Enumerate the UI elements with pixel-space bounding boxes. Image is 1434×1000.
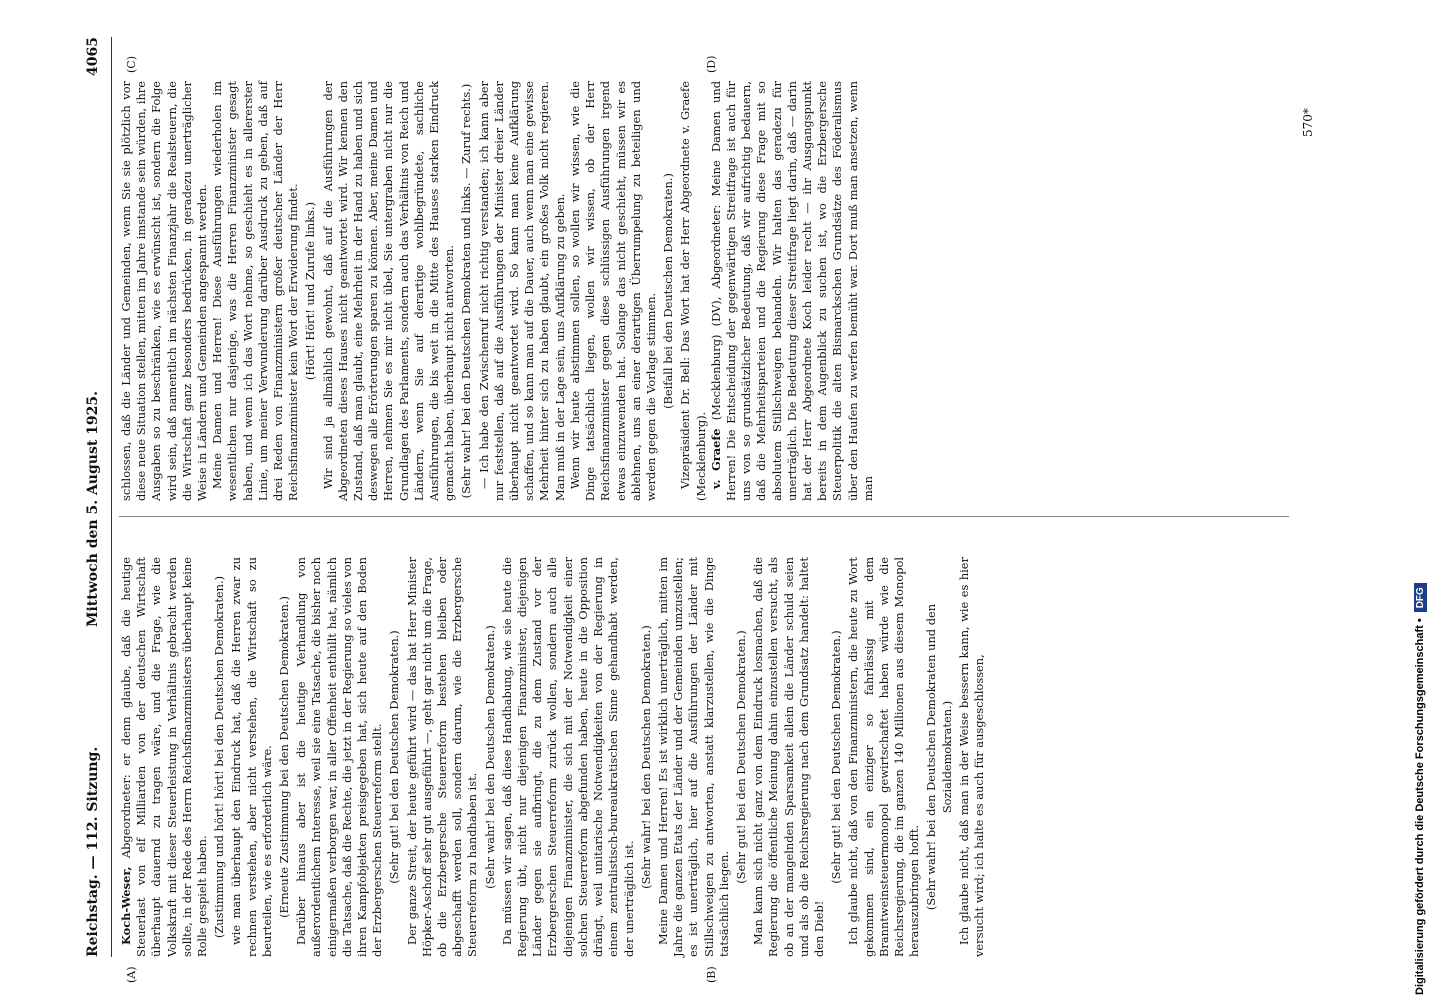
interjection: (Beifall bei den Deutschen Demokraten.) — [661, 173, 676, 409]
text-column-right — [119, 81, 876, 501]
paragraph — [119, 81, 210, 501]
header-rule — [111, 37, 112, 957]
interjection: (Sehr wahr! bei den Deutschen Demokraten.) — [638, 625, 653, 889]
interjection: (Sehr wahr! bei den Deutschen Demokraten.) — [482, 625, 497, 889]
paragraph-text: Der ganze Streit, der heute geführt wird — das hat Herr Minister Höpker-Aschoff sehr gut ausgeführt —, geht gar nicht um die Frage, ob die Erzbergersche Steuerreform bestehen bleiben oder abgeschafft werden soll, sondern darum, wie die Erzbergersche Steuerreform zu handhaben ist. — [404, 557, 480, 957]
margin-mark-a: (A) — [125, 966, 138, 983]
paragraph-text: wie man überhaupt den Eindruck hat, daß die Herren zwar zu rechnen verstehen, aber nicht verstehen, die Wirtschaft so zu beurteilen, wie es erforderlich wäre. — [229, 557, 274, 957]
dfg-logo: DFG — [1414, 583, 1427, 612]
signature-mark: 570* — [1301, 108, 1315, 137]
speaker-name: v. Graefe — [708, 428, 723, 489]
interjection: (Zustimmung und hört! hört! bei den Deutschen Demokraten.) — [212, 575, 227, 939]
interjection: (Sehr gut! bei den Deutschen Demokraten.) — [733, 630, 748, 884]
speaker-role: Abgeordneter: — [119, 774, 133, 867]
interjection: (Sehr wahr! bei den Deutschen Demokraten und links. — Zuruf rechts.) — [459, 83, 474, 499]
interjection: (Hört! Hört! und Zurufe links.) — [303, 201, 318, 381]
margin-mark-c: (C) — [125, 56, 138, 73]
paragraph — [678, 81, 708, 501]
column-divider — [119, 516, 1289, 517]
paragraph — [321, 81, 458, 501]
paragraph — [957, 557, 987, 957]
paragraph-text: er denn glaube, daß die heutige Steuerlast von elf Milliarden von der deutschen Wirtschaft überhaupt dauernd zu tragen wäre, und die Frage, wie die Volkskraft mit dieser Steuerleistung in Verhältnis gebracht werden sollte, in der Rede des Herrn Reichsfinanzministers überhaupt keine Rolle gespielt haben. — [119, 557, 210, 957]
margin-mark-b: (B) — [705, 966, 718, 983]
paragraph-text: Meine Damen und Herren! Diese Ausführungen wiederholen im wesentlichen nur dasjenige, was die Herren Finanzminister gesagt haben, und wenn ich das Wort nehme, so geschieht es in allererster Linie, um meiner Verwunderung darüber Ausdruck zu geben, daß auf drei Reden von Finanzministern großer deutscher Länder der Herr Reichsfinanzminister kein Wort der Erwiderung findet. — [210, 81, 301, 501]
paragraph — [568, 81, 659, 501]
paragraph — [119, 557, 210, 957]
paragraph — [210, 81, 301, 501]
rotated-document-page — [85, 37, 1315, 983]
paragraph — [751, 557, 827, 957]
paragraph-text: Man kann sich nicht ganz von dem Eindruck losmachen, daß die Regierung die öffentliche Meinung dahin einzustellen versucht, als ob an der mangelnden Sparsamkeit allein die Länder schuld seien und als ob die Reichsregierung nach dem Grundsatz handelt: haltet den Dieb! — [751, 557, 826, 957]
paragraph-text: Wir sind ja allmählich gewohnt, daß auf die Ausführungen der Abgeordneten dieses Hauses nicht geantwortet wird. Wir kennen den Zustand, daß man glaubt, eine Mehrheit in der Hand zu haben und sich deswegen alle Erörterungen sparen zu können. Aber, meine Damen und Herren, nehmen Sie es mir nicht übel, Sie untergraben nicht nur die Grundlagen des Parlaments, sondern auch das Verhältnis von Reich und Ländern, wenn Sie auf derartige wohlbegründete, sachliche Ausführungen, die bis weit in die Mitte des Hauses starken Eindruck gemacht haben, überhaupt nicht antworten. — [320, 81, 457, 501]
speaker-role: (Mecklenburg) (DV), Abgeordneter: — [708, 204, 723, 429]
paragraph — [229, 557, 275, 957]
paragraph-text: Ich glaube nicht, daß man in der Weise bessern kann, wie es hier versucht wird; ich halte es auch für ausgeschlossen, — [956, 557, 986, 957]
paragraph — [846, 557, 922, 957]
paragraph-text: — Ich habe den Zwischenruf nicht richtig verstanden; ich kann aber nur feststellen, daß auf die Ausführungen der Minister dreier Länder überhaupt nicht geantwortet wird. So kann man keine Aufklärung schaffen, und so kann man auf die Dauer, auch wenn man eine gewisse Mehrheit hinter sich zu haben glaubt, ein großes Volk nicht regieren. Man muß in der Lage sein, uns Aufklärung zu geben. — [476, 81, 567, 501]
paragraph — [405, 557, 481, 957]
paragraph-text: Wenn wir heute abstimmen sollen, so wollen wir wissen, wie die Dinge tatsächlich liegen, wollen wir wissen, ob der Herr Reichsfinanzminister gegen diese schlüssigen Ausführungen irgend etwas einzuwenden hat. Solange das nicht geschieht, müssen wir es ablehnen, uns an einer derartigen Überrumpelung zu beteiligen und werden gegen die Vorlage stimmen. — [567, 81, 658, 501]
text-column-left — [119, 557, 987, 957]
paragraph-text: Meine Damen und Herren! Die Entscheidung der gegenwärtigen Streitfrage ist auch für uns von so grundsätzlicher Bedeutung, daß wir aufrichtig bedauern, daß die Mehrheitsparteien und die Regierung diese Frage mit so absolutem Stillschweigen behandeln. Wir halten das geradezu für unerträglich. Die Bedeutung dieser Streitfrage liegt darin, daß — darin hat der Herr Abgeordnete Koch leider recht — ihr Ausgangspunkt bereits in dem Augenblick zu suchen ist, wo die Erzbergersche Steuerpolitik die alten Bismarckschen Grundsätze des Föderalismus über den Haufen zu werfen bemüht war. Dort muß man ansetzen, wenn man — [708, 81, 875, 501]
funding-note — [1408, 5, 1432, 995]
interjection: (Sehr gut! bei den Deutschen Demokraten.) — [387, 630, 402, 884]
paragraph — [477, 81, 568, 501]
paragraph — [656, 557, 732, 957]
paragraph-text: Ich glaube nicht, daß von den Finanzministern, die heute zu Wort gekommen sind, ein einziger so fahrlässig mit dem Branntweinsteuermonopol gewirtschaftet haben würde wie die Reichsregierung, die im ganzen 140 Millionen aus diesem Monopol herauszubringen hofft. — [846, 557, 922, 957]
paragraph — [294, 557, 385, 957]
page-number: 4065 — [85, 37, 101, 76]
funding-note-text: Digitalisierung gefördert durch die Deutsche Forschungsgemeinschaft • — [1414, 618, 1426, 995]
paragraph — [709, 81, 876, 501]
interjection: (Sehr wahr! bei den Deutschen Demokraten und den Sozialdemokraten.) — [924, 603, 954, 911]
paragraph-text: schlossen, daß die Länder und Gemeinden, wenn Sie sie plötzlich vor diese neue Situation stellen, mitten im Jahre imstande sein würden, ihre Ausgaben so zu beschränken, wie es erwünscht ist, sondern die Folge wird sein, daß namentlich im nächsten Finanzjahr die Realsteuern, die die Wirtschaft ganz besonders bedrücken, in geradezu unerträglicher Weise in Ländern und Gemeinden angespannt werden. — [119, 81, 210, 501]
paragraph-text: Darüber hinaus aber ist die heutige Verhandlung von außerordentlichem Interesse, weil sie eine Tatsache, die bisher noch einigermaßen verborgen war, in aller Offenheit enthüllt hat, nämlich die Tatsache, daß die Rechte, die jetzt in der Regierung so vieles von ihren Kampfobjekten preisgegeben hat, sich heute auf den Boden der Erzbergerschen Steuerreform stellt. — [294, 557, 385, 957]
interjection: (Sehr gut! bei den Deutschen Demokraten.) — [829, 630, 844, 884]
speaker-name: Koch-Weser, — [119, 866, 133, 945]
header-date: Mittwoch den 5. August 1925. — [85, 390, 101, 628]
margin-mark-d: (D) — [705, 55, 718, 73]
paragraph-text: Da müssen wir sagen, daß diese Handhabung, wie sie heute die Regierung übt, nicht nur diejenigen Finanzminister, diejenigen Länder gegen sie aufbringt, die zu dem Zustand vor der Erzbergerschen Steuerreform zurück wollen, sondern auch alle diejenigen Finanzminister, die sich mit der Notwendigkeit einer solchen Steuerreform abgefunden haben, heute in die Opposition drängt, weil unitarische Notwendigkeiten von der Regierung in einem zentralistisch-bureaukratischen Sinne gehandhabt werden, der unerträglich ist. — [499, 557, 636, 957]
paragraph-text: Meine Damen und Herren! Es ist wirklich unerträglich, mitten im Jahre die ganzen Etats der Länder und der Gemeinden umzustellen; es ist unerträglich, hier auf die Ausführungen der Länder mit Stillschweigen zu antworten, anstatt klarzustellen, wie die Dinge tatsächlich liegen. — [655, 557, 731, 957]
header-session: Reichstag. — 112. Sitzung. — [85, 746, 101, 957]
interjection: (Erneute Zustimmung bei den Deutschen Demokraten.) — [277, 596, 292, 918]
paragraph-text: Vizepräsident Dr. Bell: Das Wort hat der Herr Abgeordnete v. Graefe (Mecklenburg). — [678, 81, 708, 501]
paragraph — [500, 557, 637, 957]
running-header — [85, 391, 113, 957]
